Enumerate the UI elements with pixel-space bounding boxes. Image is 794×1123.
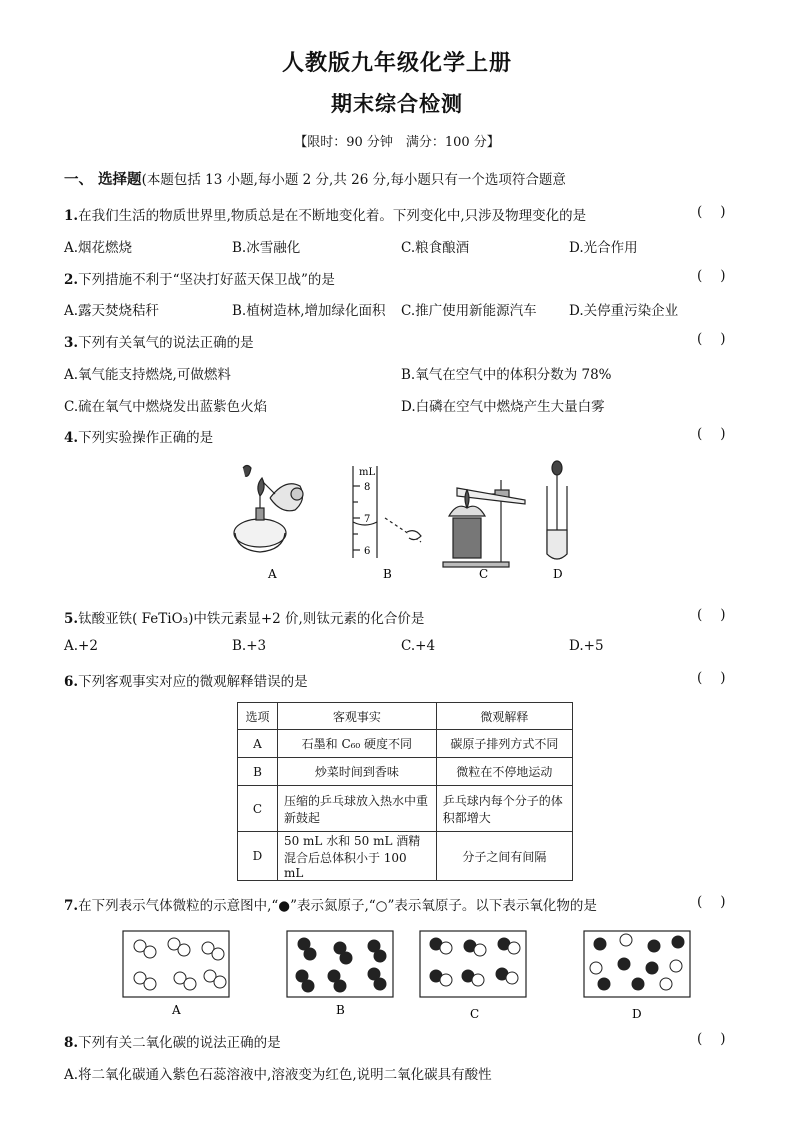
nitrogen-atom [334, 980, 346, 992]
nitrogen-atom [304, 948, 316, 960]
oxygen-atom [144, 946, 156, 958]
answer-bracket: () [697, 268, 744, 284]
question-text: 钛酸亚铁( FeTiO₃)中铁元素显+2 价,则钛元素的化合价是 [78, 611, 425, 627]
question-text: 下列有关二氧化碳的说法正确的是 [78, 1035, 281, 1051]
figure-label-d: D [553, 567, 563, 581]
figure-a-lamp-lighting [234, 466, 303, 553]
table-cell: B [238, 758, 278, 786]
answer-bracket: () [697, 331, 744, 347]
section-label: 一、 选择题 [64, 171, 142, 188]
option-c: C.硫在氧气中燃烧发出蓝紫色火焰 [64, 399, 268, 415]
answer-bracket: () [697, 426, 744, 442]
cylinder-tick-7: 7 [364, 514, 371, 525]
question-text: 下列有关氧气的说法正确的是 [78, 335, 254, 351]
section-description: (本题包括 13 小题,每小题 2 分,共 26 分,每小题只有一个选项符合题意 [141, 172, 566, 188]
table-row [238, 730, 573, 758]
question-6-stem [64, 670, 308, 690]
option-a: A.氧气能支持燃烧,可做燃料 [64, 367, 231, 383]
answer-bracket: () [697, 204, 744, 220]
question-number: 4. [64, 430, 79, 446]
table-cell: C [238, 786, 278, 832]
table-row [238, 786, 573, 832]
lab-operations-figure [225, 458, 585, 588]
answer-bracket: () [697, 1031, 744, 1047]
option-a: A.+2 [64, 638, 98, 654]
question-8-stem [64, 1031, 281, 1051]
nitrogen-atom [374, 950, 386, 962]
oxygen-atom [590, 962, 602, 974]
table-row [238, 758, 573, 786]
nitrogen-atom [672, 936, 684, 948]
diagram-label-d: D [632, 1007, 642, 1021]
table-header: 客观事实 [277, 703, 436, 730]
question-text: 在下列表示气体微粒的示意图中,“●”表示氮原子,“○”表示氧原子。以下表示氧化物的是 [78, 898, 597, 914]
diagram-label-a: A [172, 1003, 181, 1017]
table-cell: 炒菜时间到香味 [277, 758, 436, 786]
figure-label-a: A [268, 567, 277, 581]
oxygen-atom [144, 978, 156, 990]
page-title: 人教版九年级化学上册 [281, 50, 512, 76]
diagram-label-c: C [470, 1007, 480, 1021]
oxygen-atom [214, 976, 226, 988]
nitrogen-atom [646, 962, 658, 974]
question-number: 3. [64, 335, 79, 351]
table-cell: 乒乓球内每个分子的体积都增大 [436, 786, 572, 832]
question-text: 在我们生活的物质世界里,物质总是在不断地变化着。下列变化中,只涉及物理变化的是 [78, 208, 587, 224]
option-a: A.将二氧化碳通入紫色石蕊溶液中,溶液变为红色,说明二氧化碳具有酸性 [64, 1067, 492, 1083]
option-b: B.氧气在空气中的体积分数为 78% [401, 367, 612, 383]
table-row [238, 832, 573, 881]
figure-c-heating-setup [443, 480, 525, 567]
cylinder-unit: mL [359, 467, 376, 478]
option-d: D.+5 [569, 638, 604, 654]
answer-bracket: () [697, 670, 744, 686]
question-1-stem [64, 204, 586, 224]
figure-label-b: B [383, 567, 392, 581]
nitrogen-atom [598, 978, 610, 990]
table-cell: 碳原子排列方式不同 [436, 730, 572, 758]
table-cell: 50 mL 水和 50 mL 酒精混合后总体积小于 100 mL [277, 832, 436, 881]
question-2-stem [64, 268, 335, 288]
oxygen-atom [506, 972, 518, 984]
molecule-diagrams [118, 926, 698, 1022]
figure-label-c: C [479, 567, 489, 581]
oxygen-atom [508, 942, 520, 954]
oxygen-atom [212, 948, 224, 960]
question-number: 1. [64, 208, 79, 224]
oxygen-atom [660, 978, 672, 990]
question-3-stem [64, 331, 254, 351]
table-cell: D [238, 832, 278, 881]
oxygen-atom [472, 974, 484, 986]
nitrogen-atom [302, 980, 314, 992]
cylinder-tick-8: 8 [364, 482, 371, 493]
option-c: C.+4 [401, 638, 436, 654]
exam-meta: 【限时：90 分钟 满分：100 分】 [294, 135, 500, 150]
nitrogen-atom [594, 938, 606, 950]
option-d: D.光合作用 [569, 240, 638, 256]
table-header: 选项 [238, 703, 278, 730]
option-b: B.+3 [232, 638, 267, 654]
oxygen-atom [670, 960, 682, 972]
question-number: 7. [64, 898, 79, 914]
table-cell: 石墨和 C₆₀ 硬度不同 [277, 730, 436, 758]
question-number: 6. [64, 674, 79, 690]
question-7-stem [64, 894, 597, 914]
question-text: 下列措施不利于“坚决打好蓝天保卫战”的是 [78, 272, 335, 288]
table-header-row [238, 703, 573, 730]
question-number: 8. [64, 1035, 79, 1051]
answer-bracket: () [697, 894, 744, 910]
section-heading [64, 168, 566, 189]
oxygen-atom [440, 974, 452, 986]
nitrogen-atom [374, 978, 386, 990]
option-a: A.烟花燃烧 [64, 240, 133, 256]
option-d: D.关停重污染企业 [569, 303, 679, 319]
option-c: C.推广使用新能源汽车 [401, 303, 537, 319]
table-cell: 分子之间有间隔 [436, 832, 572, 881]
nitrogen-atom [632, 978, 644, 990]
table-cell: A [238, 730, 278, 758]
question-text: 下列客观事实对应的微观解释错误的是 [78, 674, 308, 690]
nitrogen-atom [648, 940, 660, 952]
answer-bracket: () [697, 607, 744, 623]
option-a: A.露天焚烧秸秆 [64, 303, 160, 319]
table-cell: 微粒在不停地运动 [436, 758, 572, 786]
facts-table [237, 702, 573, 881]
nitrogen-atom [340, 952, 352, 964]
oxygen-atom [178, 944, 190, 956]
option-b: B.植树造林,增加绿化面积 [232, 303, 386, 319]
oxygen-atom [620, 934, 632, 946]
figure-b-cylinder-reading [353, 466, 421, 558]
question-number: 2. [64, 272, 79, 288]
option-d: D.白磷在空气中燃烧产生大量白雾 [401, 399, 605, 415]
question-5-stem [64, 607, 424, 627]
table-cell: 压缩的乒乓球放入热水中重新鼓起 [277, 786, 436, 832]
table-header: 微观解释 [436, 703, 572, 730]
option-b: B.冰雪融化 [232, 240, 301, 256]
oxygen-atom [474, 944, 486, 956]
figure-d-dropper [547, 461, 567, 559]
question-text: 下列实验操作正确的是 [78, 430, 214, 446]
page-subtitle: 期末综合检测 [331, 91, 463, 116]
oxygen-atom [184, 978, 196, 990]
cylinder-tick-6: 6 [364, 546, 371, 557]
diagram-label-b: B [336, 1003, 345, 1017]
molecule-particles [134, 934, 684, 992]
question-number: 5. [64, 611, 79, 627]
question-4-stem [64, 426, 213, 446]
nitrogen-atom [618, 958, 630, 970]
option-c: C.粮食酿酒 [401, 240, 470, 256]
oxygen-atom [440, 942, 452, 954]
